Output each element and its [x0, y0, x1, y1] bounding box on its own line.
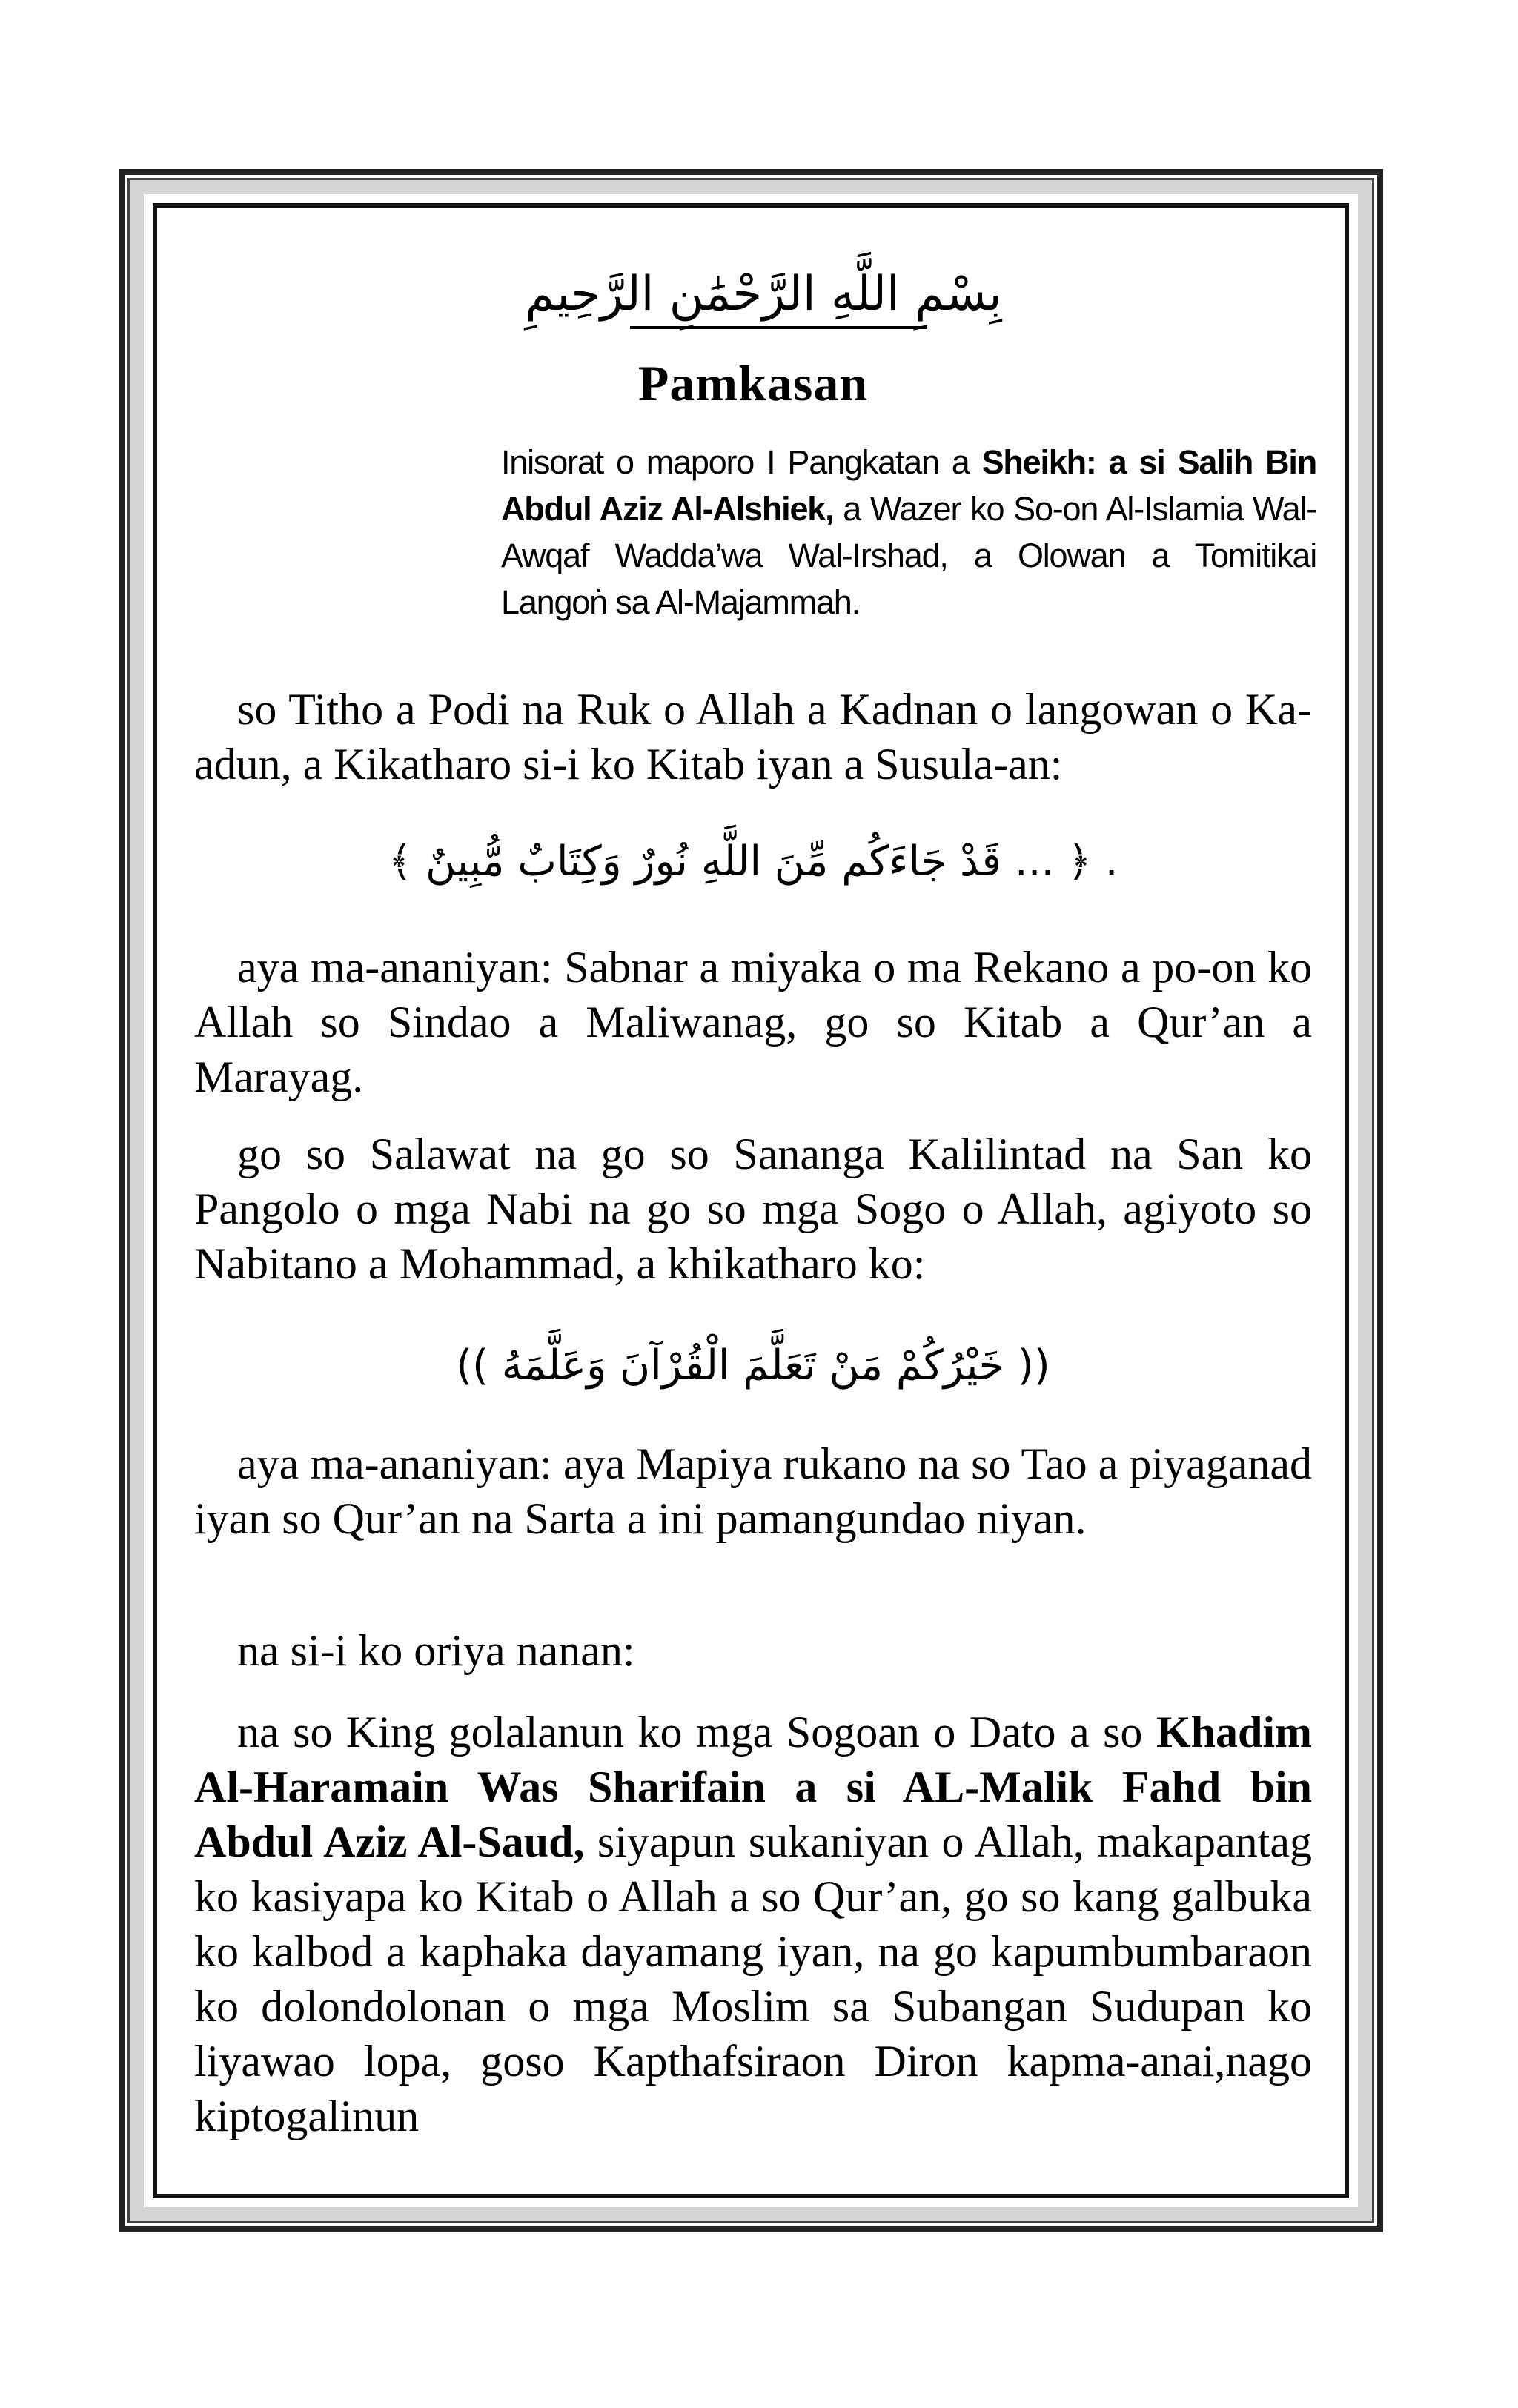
hadith-quote — [194, 1341, 1312, 1390]
intro-text-1: Inisorat o maporo I Pangkatan a — [501, 443, 982, 481]
intro-text-2: a Wazer ko So-on Al-Islamia Wal-Awqaf Wadda’wa Wal-Irshad, a Olowan a Tomitikai Langoṅ sa Al-Majammah. — [501, 490, 1316, 621]
paragraph-praise: so Titho a Podi na Ruk o Allah a Kadnan o langowan o Ka-adun, a Kikatharo si-i ko Kitab iyan a Susula-an: — [194, 685, 1312, 789]
quran-verse — [194, 838, 1312, 886]
paragraph-hadith-meaning: aya ma-ananiyan: aya Mapiya rukano na so Tao a piyaganad iyan so Qur’an na Sarta a ini pamangundao niyan. — [194, 1439, 1312, 1543]
intro-bold-name: Sheikh: a si Salih Bin Abdul Aziz Al-Alshiek, — [501, 443, 1316, 528]
paragraph-salawat: go so Salawat na go so Sananga Kalilintad na San ko Pangolo o mga Nabi na go so mga Sogo o Allah, agiyoto so Nabitano a Mohammad, a khikatharo ko: — [194, 1130, 1312, 1288]
king-name: Khadim Al-Haramain Was Sharifain a si AL-Malik Fahd bin Abdul Aziz Al-Saud, — [194, 1708, 1312, 1866]
paragraph-verse-meaning: aya ma-ananiyan: Sabnar a miyaka o ma Rekano a po-on ko Allah so Sindao a Maliwanag, go so Kitab a Qur’an a Marayag. — [194, 943, 1312, 1101]
hadith-text: (( خَيْرُكُمْ مَنْ تَعَلَّمَ الْقُرْآنَ وَعَلَّمَهُ )) — [456, 1341, 1050, 1390]
page-title: Pamkasan — [637, 355, 869, 411]
basmala-line — [630, 326, 927, 329]
intro-note — [501, 439, 1316, 626]
basmala-text: بِسْمِ اللَّهِ الرَّحْمَٰنِ الرَّحِيمِ — [525, 267, 1002, 322]
quran-verse-text: . ﴿ ... قَدْ جَاءَكُم مِّنَ اللَّهِ نُورٌ وَكِتَابٌ مُّبِينٌ ﴾ — [388, 838, 1118, 886]
basmala-calligraphy — [519, 252, 1008, 341]
paragraph-king — [194, 1705, 1312, 2143]
king-text-1: na so King golalanun ko mga Sogoan o Dato a so — [237, 1708, 1156, 1757]
king-text-2: siyapun sukaniyan o Allah, makapantag ko kasiyapa ko Kitab o Allah a so Qur’an, go so kang galbuka ko kalbod a kaphaka dayamang iyan, na go kapumbumbaraon ko dolondolonan o mga Moslim sa Subangan Sudupan ko liyawao lopa, goso Kapthafsiraon Diron kapma-anai,nago kiptogalinun — [194, 1817, 1312, 2140]
paragraph-transition: na si-i ko oriya nanan: — [237, 1626, 635, 1675]
